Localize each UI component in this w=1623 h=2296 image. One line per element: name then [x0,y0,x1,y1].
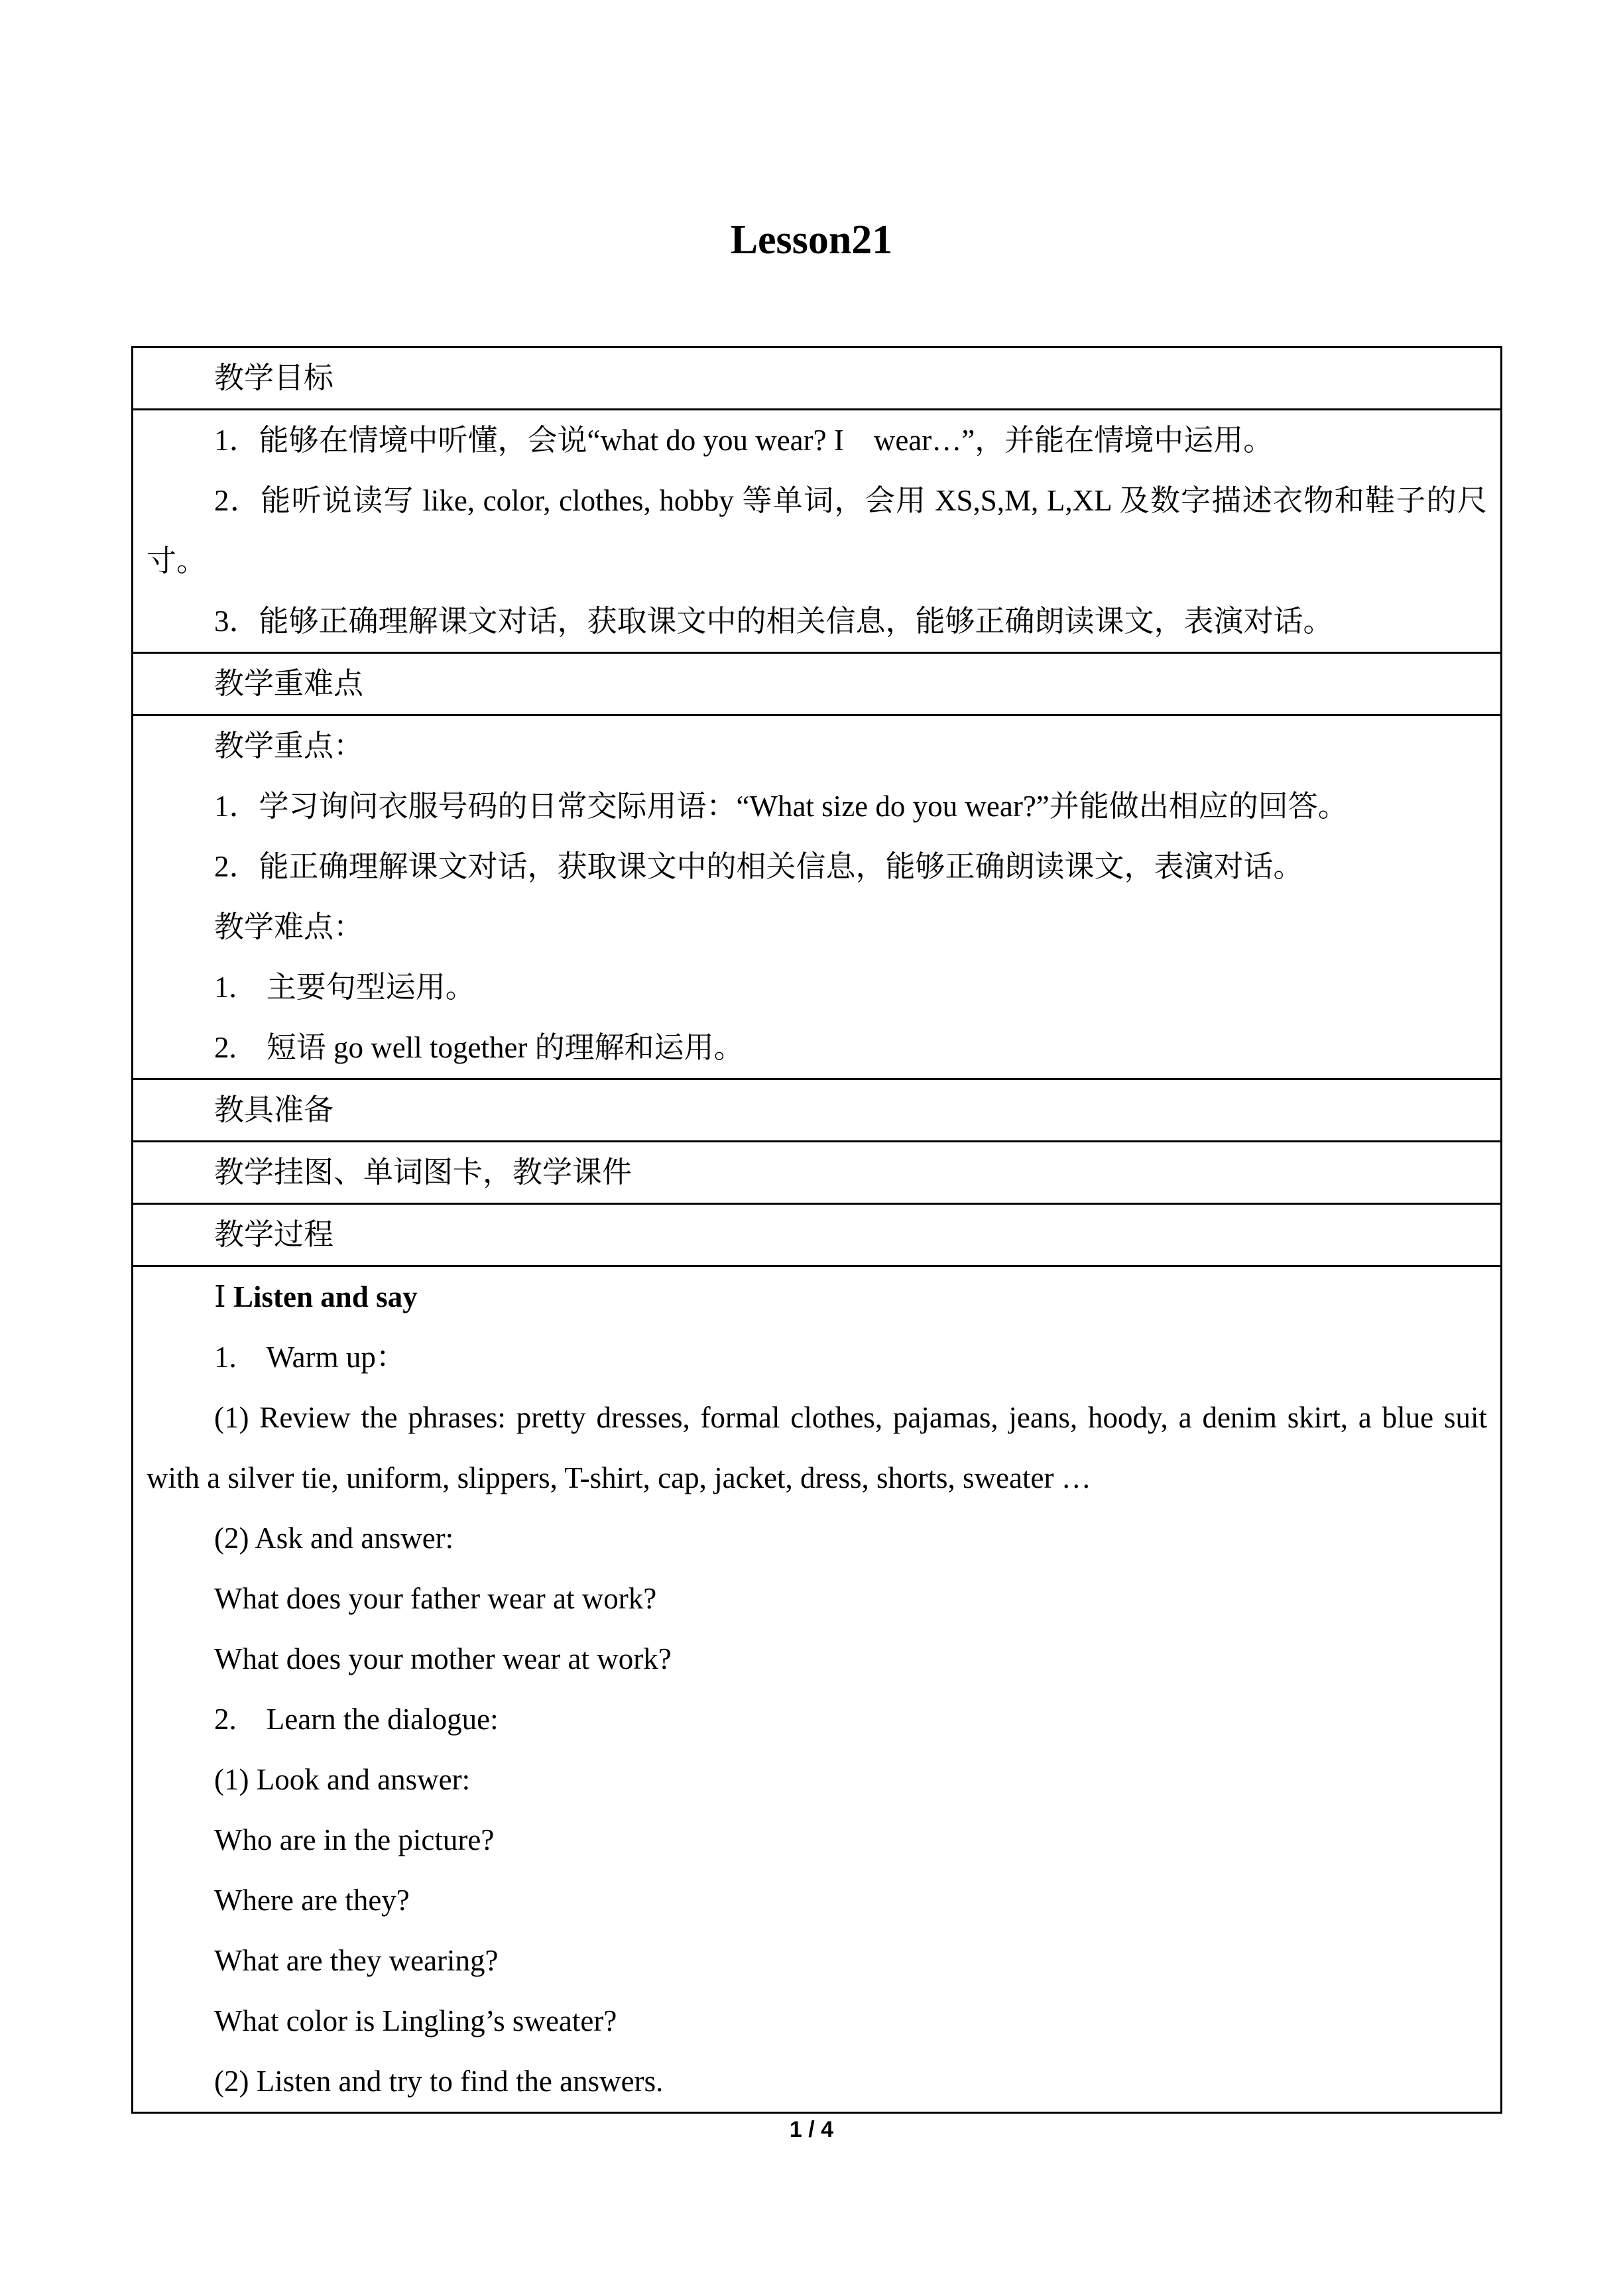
key-points-content-cell [133,715,1502,1079]
objectives-heading-cell [133,347,1502,410]
difficulty-item: 2. 短语 go well together 的理解和运用。 [214,1031,744,1064]
part-title: Listen and say [233,1280,418,1313]
question-line: What does your mother wear at work? [214,1642,672,1675]
objective-item: 2．能听说读写 like, color, clothes, hobby 等单词，会用 XS,S,M, L,XL 及数字描述衣物和鞋子的尺寸。 [147,484,1487,577]
part-numeral: Ⅰ [214,1280,226,1313]
question-line: What does your father wear at work? [214,1582,657,1615]
materials-content: 教学挂图、单词图卡，教学课件 [214,1156,632,1189]
review-step: (1) Review the phrases: pretty dresses, formal clothes, pajamas, jeans, hoody, a denim skirt, a blue suit with a silver tie, uniform, slippers, T-shirt, cap, jacket, dress, shorts, sweater … [147,1401,1487,1494]
page-number: 1 / 4 [789,2117,834,2142]
ask-answer-step: (2) Ask and answer: [214,1522,454,1555]
process-content-row [133,1266,1502,2113]
materials-heading: 教具准备 [214,1093,334,1126]
materials-header-row [133,1079,1502,1142]
lesson-plan-table [131,346,1502,2114]
part-heading [147,1267,1487,1327]
learn-step: 2. Learn the dialogue: [214,1703,499,1736]
question-line: What are they wearing? [214,1944,499,1977]
key-points-heading-cell [133,653,1502,715]
materials-content-cell [133,1142,1502,1204]
materials-content-row [133,1142,1502,1204]
focus-item: 1．学习询问衣服号码的日常交际用语：“What size do you wear?”并能做出相应的回答。 [214,790,1348,823]
warmup-step: 1. Warm up： [214,1341,406,1374]
focus-label: 教学重点： [214,729,364,762]
objectives-content-cell [133,410,1502,653]
process-content-cell [133,1266,1502,2113]
question-line: What color is Lingling’s sweater? [214,2004,617,2037]
objectives-content-row [133,410,1502,653]
objective-item: 3．能够正确理解课文对话，获取课文中的相关信息，能够正确朗读课文，表演对话。 [214,605,1333,638]
difficulty-item: 1. 主要句型运用。 [214,971,475,1004]
question-line: Who are in the picture? [214,1823,495,1856]
document-title: Lesson21 [730,217,893,263]
difficulty-label: 教学难点： [214,910,364,943]
focus-item: 2．能正确理解课文对话，获取课文中的相关信息，能够正确朗读课文，表演对话。 [214,850,1303,883]
look-answer-step: (1) Look and answer: [214,1763,471,1796]
materials-heading-cell [133,1079,1502,1142]
process-header-row [133,1204,1502,1266]
key-points-content-row [133,715,1502,1079]
key-points-header-row [133,653,1502,715]
key-points-heading: 教学重难点 [214,667,364,700]
question-line: Where are they? [214,1884,410,1917]
objectives-header-row [133,347,1502,410]
listen-step: (2) Listen and try to find the answers. [214,2065,664,2098]
process-heading: 教学过程 [214,1218,334,1251]
process-heading-cell [133,1204,1502,1266]
objectives-heading: 教学目标 [214,361,334,394]
objective-item: 1．能够在情境中听懂，会说“what do you wear? I wear…”，并能在情境中运用。 [214,424,1274,457]
